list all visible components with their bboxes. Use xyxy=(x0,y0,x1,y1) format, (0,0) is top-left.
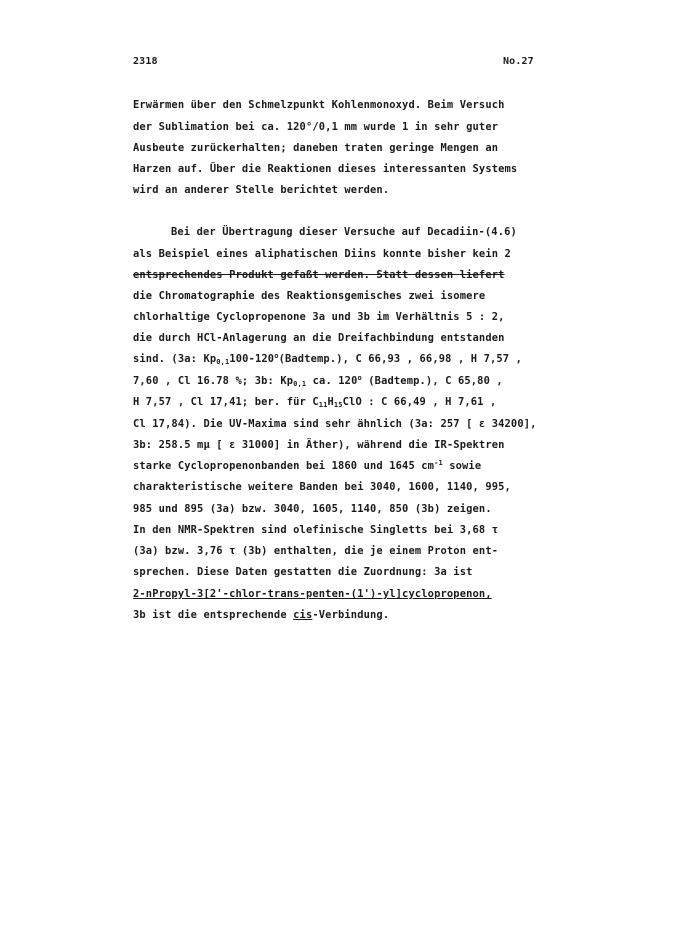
superscript: o xyxy=(274,352,279,360)
superscript: o xyxy=(357,374,362,382)
struck-text: entsprechendes Produkt gefaßt werden. Statt dessen liefert xyxy=(133,269,505,281)
paragraph-2-line-6: die durch HCl-Anlagerung an die Dreifachbindung entstanden xyxy=(133,332,505,344)
paragraph-2-line-10: Cl 17,84). Die UV-Maxima sind sehr ähnlich (3a: 257 [ ε 34200], xyxy=(133,418,537,430)
paragraph-2-line-5: chlorhaltige Cyclopropenone 3a und 3b im Verhältnis 5 : 2, xyxy=(133,311,505,323)
paragraph-2-line-19 xyxy=(133,609,389,621)
paragraph-2-line-14: 985 und 895 (3a) bzw. 3040, 1605, 1140, 850 (3b) zeigen. xyxy=(133,503,492,515)
text-run: H 7,57 , Cl 17,41; ber. für C xyxy=(133,396,319,408)
text-run: 100-120 xyxy=(229,353,275,365)
text-run: sowie xyxy=(442,460,482,472)
paragraph-2-line-8 xyxy=(133,375,503,387)
paragraph-2-line-15: In den NMR-Spektren sind olefinische Singletts bei 3,68 τ xyxy=(133,524,499,536)
paragraph-2-line-18 xyxy=(133,588,492,600)
paragraph-2-line-4: die Chromatographie des Reaktionsgemisches zwei isomere xyxy=(133,290,486,302)
text-run: H xyxy=(327,396,334,408)
paragraph-2-line-16: (3a) bzw. 3,76 τ (3b) enthalten, die je einem Proton ent- xyxy=(133,545,499,557)
paragraph-2-line-13: charakteristische weitere Banden bei 3040, 1600, 1140, 995, xyxy=(133,481,511,493)
text-run: -Verbindung. xyxy=(312,609,390,621)
text-run: (Badtemp.), C 66,93 , 66,98 , H 7,57 , xyxy=(278,353,523,365)
paragraph-2-line-12 xyxy=(133,460,481,472)
paragraph-1-line-2: der Sublimation bei ca. 120°/0,1 mm wurde 1 in sehr guter xyxy=(133,121,499,133)
cis-term: cis xyxy=(293,609,313,621)
paragraph-2-line-9 xyxy=(133,396,496,408)
compound-name: 2-nPropyl-3[2'-chlor-trans-penten-(1')-yl]cyclopropenon, xyxy=(133,588,492,600)
page-number: 2318 xyxy=(133,56,158,67)
paragraph-2-line-7 xyxy=(133,353,522,365)
subscript: 0,1 xyxy=(216,358,230,366)
paragraph-1-line-5: wird an anderer Stelle berichtet werden. xyxy=(133,184,390,196)
text-run: ClO : C 66,49 , H 7,61 , xyxy=(342,396,497,408)
text-run: sind. (3a: Kp xyxy=(133,353,217,365)
superscript: -1 xyxy=(434,459,443,467)
paragraph-2-line-1: Bei der Übertragung dieser Versuche auf Decadiin-(4.6) xyxy=(171,226,517,238)
paragraph-2-line-17: sprechen. Diese Daten gestatten die Zuordnung: 3a ist xyxy=(133,566,473,578)
text-run: starke Cyclopropenonbanden bei 1860 und 1645 cm xyxy=(133,460,435,472)
subscript: 11 xyxy=(318,401,328,409)
text-run: 7,60 , Cl 16.78 %; 3b: Kp xyxy=(133,375,294,387)
paragraph-2-line-11: 3b: 258.5 mμ [ ε 31000] in Äther), während die IR-Spektren xyxy=(133,439,505,451)
paragraph-1-line-4: Harzen auf. Über die Reaktionen dieses interessanten Systems xyxy=(133,163,518,175)
paragraph-1-line-1: Erwärmen über den Schmelzpunkt Kohlenmonoxyd. Beim Versuch xyxy=(133,99,505,111)
paragraph-1-line-3: Ausbeute zurückerhalten; daneben traten geringe Mengen an xyxy=(133,142,499,154)
text-run: (Badtemp.), C 65,80 , xyxy=(361,375,503,387)
text-run: 3b ist die entsprechende xyxy=(133,609,294,621)
text-run: ca. 120 xyxy=(306,375,358,387)
subscript: 0,1 xyxy=(293,380,307,388)
issue-number: No.27 xyxy=(503,56,534,67)
paragraph-2-line-3 xyxy=(133,269,505,281)
paragraph-2-line-2: als Beispiel eines aliphatischen Diins konnte bisher kein 2 xyxy=(133,248,511,260)
subscript: 15 xyxy=(333,401,343,409)
